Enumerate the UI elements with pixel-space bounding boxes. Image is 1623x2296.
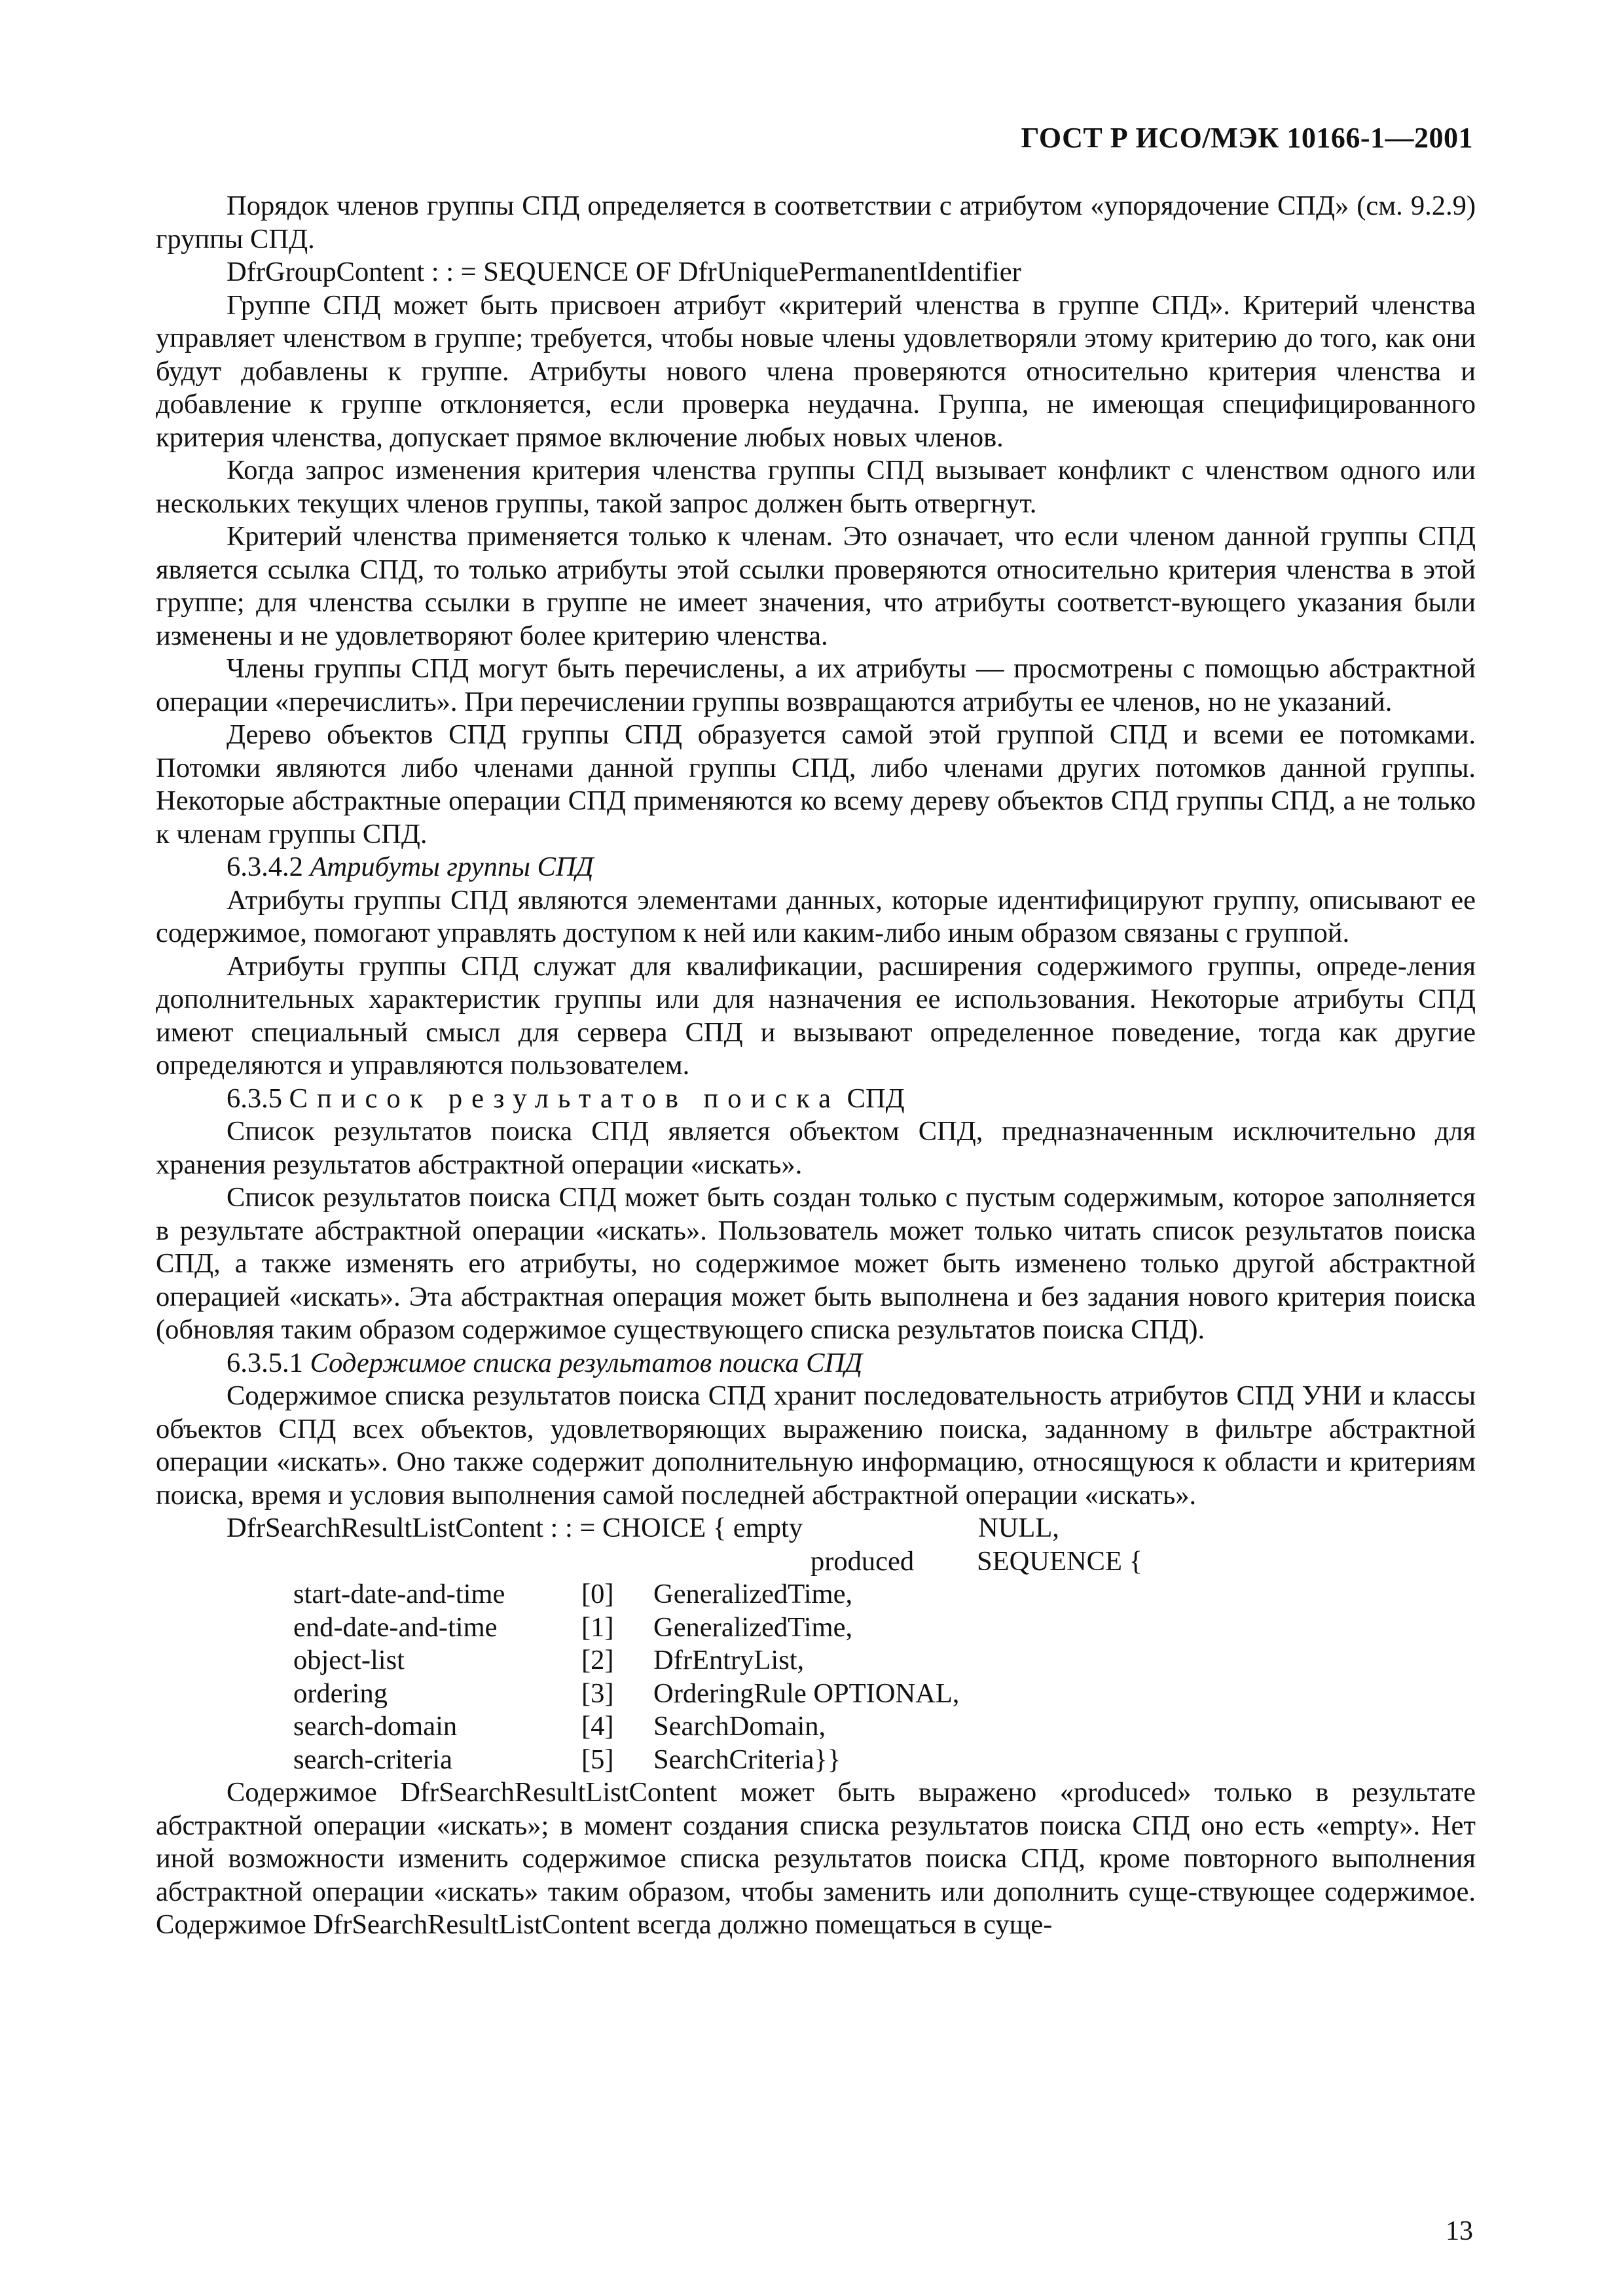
asn-field-row bbox=[156, 1644, 1476, 1677]
section-heading bbox=[156, 851, 1476, 884]
asn-field-name: ordering bbox=[293, 1677, 388, 1709]
page-number: 13 bbox=[1446, 2216, 1473, 2246]
asn-produced: produced bbox=[811, 1545, 915, 1577]
paragraph: Список результатов поиска СПД может быть создан только с пустым содержимым, которое заполняется в результате абстрактной операции «искать». Пользователь может только читать список результатов поиска СПД, а также изменять его атрибуты, но содержимое может быть изменено только другой абстрактной операцией «искать». Эта абстрактная операция может быть выполнена и без задания нового критерия поиска (обновляя таким образом содержимое существующего списка результатов поиска СПД). bbox=[156, 1182, 1476, 1345]
asn-field-name: end-date-and-time bbox=[293, 1611, 498, 1643]
asn-null: NULL, bbox=[978, 1513, 1059, 1543]
section-number: 6.3.5.1 bbox=[227, 1347, 303, 1378]
asn-block bbox=[156, 1512, 1476, 1776]
asn-field-name: search-criteria bbox=[293, 1744, 453, 1775]
asn-field-name: object-list bbox=[293, 1645, 405, 1676]
paragraph: Атрибуты группы СПД являются элементами данных, которые идентифицируют группу, описывают ее содержимое, помогают управлять доступом к ней или каким-либо иным образом связаны с группой. bbox=[156, 884, 1476, 948]
asn-field-tag: [0] bbox=[581, 1579, 614, 1609]
paragraph: Содержимое списка результатов поиска СПД хранит последовательность атрибутов СПД УНИ и классы объектов СПД всех объектов, удовлетворяющих выражению поиска, заданному в фильтре абстрактной операции «искать». Оно также содержит дополнительную информацию, относящуюся к области и критериям поиска, время и условия выполнения самой последней абстрактной операции «искать». bbox=[156, 1380, 1476, 1511]
asn-field-tag: [2] bbox=[581, 1645, 614, 1676]
asn-field-type: SearchCriteria}} bbox=[653, 1744, 841, 1775]
asn-field-row bbox=[156, 1611, 1476, 1645]
asn-definition: DfrGroupContent : : = SEQUENCE OF DfrUniquePermanentIdentifier bbox=[227, 257, 1021, 287]
paragraph: Список результатов поиска СПД является объектом СПД, предназначенным исключительно для хранения результатов абстрактной операции «искать». bbox=[156, 1116, 1476, 1180]
section-number: 6.3.5 bbox=[227, 1083, 282, 1114]
section-number: 6.3.4.2 bbox=[227, 852, 303, 882]
page-body bbox=[156, 190, 1476, 1942]
paragraph: Содержимое DfrSearchResultListContent может быть выражено «produced» только в результате абстрактной операции «искать»; в момент создания списка результатов поиска СПД оно есть «empty». Нет иной возможности изменить содержимое списка результатов поиска СПД, кроме повторного выполнения абстрактной операции «искать» таким образом, чтобы заменить или дополнить суще-ствующее содержимое. Содержимое DfrSearchResultListContent всегда должно помещаться в суще- bbox=[156, 1777, 1476, 1940]
asn-field-tag: [5] bbox=[581, 1744, 614, 1775]
paragraph: Порядок членов группы СПД определяется в соответствии с атрибутом «упорядочение СПД» (см. 9.2.9) группы СПД. bbox=[156, 190, 1476, 255]
paragraph: Атрибуты группы СПД служат для квалификации, расширения содержимого группы, опреде-ления дополнительных характеристик группы или для назначения ее использования. Некоторые атрибуты СПД имеют специальный смысл для сервера СПД и вызывают определенное поведение, тогда как другие определяются и управляются пользователем. bbox=[156, 950, 1476, 1081]
asn-field-type: GeneralizedTime, bbox=[653, 1611, 853, 1643]
asn-choice: DfrSearchResultListContent : : = CHOICE { empty bbox=[227, 1513, 803, 1543]
asn-field-row bbox=[156, 1744, 1476, 1777]
section-title: Атрибуты группы СПД bbox=[310, 852, 594, 882]
asn-field-name: search-domain bbox=[293, 1711, 458, 1742]
asn-field-tag: [4] bbox=[581, 1711, 614, 1742]
asn-field-row bbox=[156, 1710, 1476, 1744]
asn-sequence: SEQUENCE { bbox=[977, 1545, 1142, 1577]
paragraph: Когда запрос изменения критерия членства группы СПД вызывает конфликт с членством одного или нескольких текущих членов группы, такой запрос должен быть отвергнут. bbox=[156, 455, 1476, 519]
section-heading bbox=[156, 1347, 1476, 1380]
paragraph: Члены группы СПД могут быть перечислены, а их атрибуты — просмотрены с помощью абстрактной операции «перечислить». При перечислении группы возвращаются атрибуты ее членов, но не указаний. bbox=[156, 653, 1476, 717]
asn-line bbox=[156, 1512, 1476, 1545]
document-header: ГОСТ Р ИСО/МЭК 10166-1—2001 bbox=[1021, 122, 1473, 154]
asn-field-type: OrderingRule OPTIONAL, bbox=[653, 1677, 960, 1709]
asn-field-name: start-date-and-time bbox=[293, 1579, 505, 1609]
section-title: Содержимое списка результатов поиска СПД bbox=[310, 1347, 863, 1378]
paragraph: Группе СПД может быть присвоен атрибут «критерий членства в группе СПД». Критерий членства управляет членством в группе; требуется, чтобы новые члены удовлетворяли этому критерию до того, как они будут добавлены к группе. Атрибуты нового члена проверяются относительно критерия членства и добавление к группе отклоняется, если проверка неудачна. Группа, не имеющая специфицированного критерия членства, допускает прямое включение любых новых членов. bbox=[156, 289, 1476, 453]
asn-field-row bbox=[156, 1578, 1476, 1611]
asn-field-tag: [1] bbox=[581, 1611, 614, 1643]
asn-line bbox=[156, 1545, 1476, 1579]
asn-field-type: GeneralizedTime, bbox=[653, 1579, 853, 1609]
section-title: Список результатов поиска bbox=[289, 1083, 841, 1114]
asn-fields bbox=[156, 1578, 1476, 1776]
paragraph: Дерево объектов СПД группы СПД образуется самой этой группой СПД и всеми ее потомками. Потомки являются либо членами данной группы СПД, либо членами других потомков данной группы. Некоторые абстрактные операции СПД применяются ко всему дереву объектов СПД группы СПД, а не только к членам группы СПД. bbox=[156, 719, 1476, 850]
section-heading bbox=[156, 1083, 1476, 1116]
asn-field-row bbox=[156, 1677, 1476, 1711]
section-title-tail: СПД bbox=[847, 1083, 905, 1114]
asn-field-tag: [3] bbox=[581, 1677, 614, 1709]
asn-field-type: SearchDomain, bbox=[653, 1711, 826, 1742]
paragraph: Критерий членства применяется только к членам. Это означает, что если членом данной группы СПД является ссылка СПД, то только атрибуты этой ссылки проверяются относительно критерия членства в этой группе; для членства ссылки в группе не имеет значения, что атрибуты соответст-вующего указания были изменены и не удовлетворяют более критерию членства. bbox=[156, 521, 1476, 651]
asn-field-type: DfrEntryList, bbox=[653, 1645, 805, 1676]
